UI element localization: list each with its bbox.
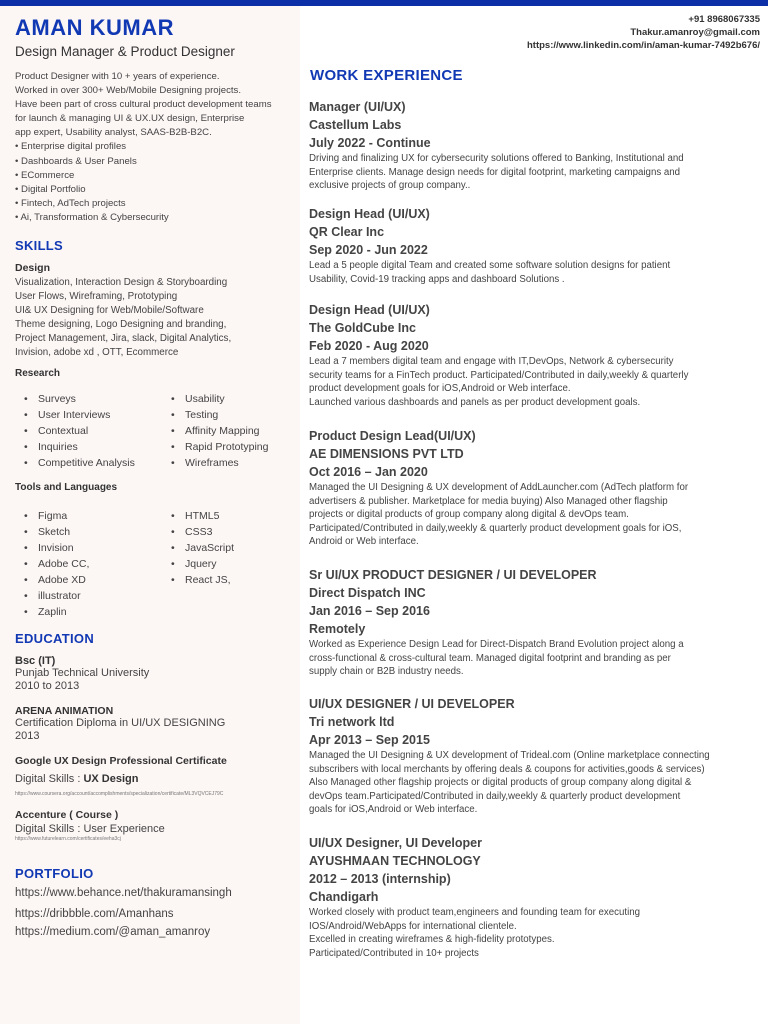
research-subheading: Research bbox=[15, 368, 61, 379]
job-desc-line: product development goals for iOS,Android or Web interface. bbox=[309, 383, 571, 395]
job-desc-line: Participated/Contributed in daily,weekly & quarterly product development goals for iOS, bbox=[309, 522, 682, 534]
job-dates: 2012 – 2013 (internship) bbox=[309, 872, 451, 886]
tool-item: • illustrator bbox=[24, 588, 89, 604]
research-item: • Rapid Prototyping bbox=[171, 439, 268, 455]
job-company: AYUSHMAAN TECHNOLOGY bbox=[309, 854, 481, 868]
design-skill-line: Invision, adobe xd , OTT, Ecommerce bbox=[15, 347, 179, 358]
research-item: • Wireframes bbox=[171, 455, 268, 471]
arena-cert: Certification Diploma in UI/UX DESIGNING bbox=[15, 717, 226, 729]
summary bbox=[15, 70, 300, 225]
research-item: • Competitive Analysis bbox=[24, 455, 135, 471]
portfolio-link-dribbble[interactable]: https://dribbble.com/Amanhans bbox=[15, 908, 174, 920]
job-desc-line: Also Managed other flagship projects or digital products of group company along digital & bbox=[309, 777, 692, 789]
candidate-name: AMAN KUMAR bbox=[15, 15, 174, 40]
tool-item: • CSS3 bbox=[171, 524, 234, 540]
arena-year: 2013 bbox=[15, 730, 40, 742]
tool-item: • Zaplin bbox=[24, 604, 89, 620]
job-entry bbox=[309, 427, 767, 549]
job-desc-line: Excelled in creating wireframes & high-fidelity prototypes. bbox=[309, 934, 555, 946]
job-entry bbox=[309, 695, 767, 817]
google-cert: Google UX Design Professional Certificate bbox=[15, 755, 227, 767]
job-dates: Sep 2020 - Jun 2022 bbox=[309, 243, 428, 257]
summary-line: Have been part of cross cultural product development teams bbox=[15, 99, 272, 111]
research-item: • Usability bbox=[171, 391, 268, 407]
job-desc-line: Lead a 5 people digital Team and created some software solution designs for patient bbox=[309, 260, 671, 271]
tool-item: • Adobe CC, bbox=[24, 556, 89, 572]
research-item: • Affinity Mapping bbox=[171, 423, 268, 439]
job-desc-line: Managed the UI Designing & UX development of AddLauncher.com (AdTech platform for bbox=[309, 482, 689, 493]
job-desc-line: cross-functional & cross-cultural team. Managed digital footprint and branding as per bbox=[309, 652, 671, 664]
job-company: Tri network ltd bbox=[309, 715, 395, 729]
tool-item: • JavaScript bbox=[171, 540, 234, 556]
job-dates: July 2022 - Continue bbox=[309, 136, 431, 150]
job-desc-line: supply chain or B2B industry needs. bbox=[309, 666, 464, 678]
tool-item: • React JS, bbox=[171, 572, 234, 588]
job-role: Product Design Lead(UI/UX) bbox=[309, 429, 476, 443]
job-dates: Feb 2020 - Aug 2020 bbox=[309, 339, 429, 353]
job-entry bbox=[309, 566, 767, 679]
job-desc-line: Driving and finalizing UX for cybersecurity solutions offered to Banking, Institutional and bbox=[309, 153, 684, 164]
portfolio-link-medium[interactable]: https://medium.com/@aman_amanroy bbox=[15, 926, 211, 938]
education-heading: EDUCATION bbox=[15, 631, 95, 646]
contact-email[interactable]: Thakur.amanroy@gmail.com bbox=[630, 27, 760, 38]
design-skill-line: Theme designing, Logo Designing and branding, bbox=[15, 319, 227, 330]
summary-line: • Dashboards & User Panels bbox=[15, 155, 137, 167]
job-desc-line: devOps team.Participated/Contributed in daily,weekly & quarterly product development bbox=[309, 790, 681, 802]
research-item: • Surveys bbox=[24, 391, 135, 407]
tools-list-right bbox=[171, 508, 234, 588]
job-role: Design Head (UI/UX) bbox=[309, 207, 430, 221]
contact-linkedin[interactable]: https://www.linkedin.com/in/aman-kumar-7492b676/ bbox=[527, 40, 760, 51]
job-company: Castellum Labs bbox=[309, 118, 402, 132]
accenture-url[interactable]: https://www.futurelearn.com/certificates/eeha3cj bbox=[15, 836, 121, 842]
job-role: Design Head (UI/UX) bbox=[309, 303, 430, 317]
google-skill-label: Digital Skills : bbox=[15, 773, 84, 785]
research-item: • Inquiries bbox=[24, 439, 135, 455]
job-role: UI/UX Designer, UI Developer bbox=[309, 836, 482, 850]
summary-line: Product Designer with 10 + years of experience. bbox=[15, 71, 220, 82]
google-skill bbox=[15, 773, 138, 785]
google-skill-value: UX Design bbox=[83, 773, 139, 785]
job-entry bbox=[309, 205, 767, 286]
job-desc-line: Android or Web interface. bbox=[309, 536, 419, 548]
tools-list-left bbox=[24, 508, 89, 620]
arena-name: ARENA ANIMATION bbox=[15, 705, 114, 717]
job-company: Direct Dispatch INC bbox=[309, 586, 426, 600]
accenture-skill: Digital Skills : User Experience bbox=[15, 823, 165, 835]
design-skill-line: Project Management, Jira, slack, Digital Analytics, bbox=[15, 333, 232, 344]
summary-line: Worked in over 300+ Web/Mobile Designing projects. bbox=[15, 85, 242, 97]
job-desc-line: advertisers & publisher. Marketplace for media buying) Also Managed other flagship bbox=[309, 495, 668, 507]
job-company: The GoldCube Inc bbox=[309, 321, 416, 335]
job-desc-line: security teams for a FinTech product. Participated/Contributed in daily,weekly & quarterly bbox=[309, 369, 689, 381]
portfolio-link-behance[interactable]: https://www.behance.net/thakuramansingh bbox=[15, 887, 232, 899]
job-dates: Apr 2013 – Sep 2015 bbox=[309, 733, 430, 747]
job-desc-line: IOS/Android/WebApps for international clientele. bbox=[309, 920, 517, 932]
job-desc-line: goals for iOS,Android or Web interface. bbox=[309, 804, 478, 816]
job-desc-line: Lead a 7 members digital team and engage with IT,DevOps, Network & cybersecurity bbox=[309, 356, 674, 367]
job-desc-line: Enterprise clients. Manage design needs for digital footprint, marketing campaigns and bbox=[309, 166, 681, 178]
design-skill-line: UI& UX Designing for Web/Mobile/Software bbox=[15, 305, 204, 316]
summary-line: for launch & managing UI & UX.UX design, Enterprise bbox=[15, 113, 245, 125]
job-company: QR Clear Inc bbox=[309, 225, 385, 239]
job-entry bbox=[309, 301, 767, 409]
research-list-right bbox=[171, 391, 268, 471]
job-desc-line: Participated/Contributed in 10+ projects bbox=[309, 947, 479, 959]
portfolio-heading: PORTFOLIO bbox=[15, 866, 94, 881]
tools-subheading: Tools and Languages bbox=[15, 482, 118, 493]
job-company: AE DIMENSIONS PVT LTD bbox=[309, 447, 464, 461]
job-entry bbox=[309, 98, 767, 193]
job-desc-line: Usability, Covid-19 tracking apps and dashboard Solutions . bbox=[309, 273, 565, 285]
tool-item: • Sketch bbox=[24, 524, 89, 540]
job-desc-line: projects or digital products of group company along digital & devOps team. bbox=[309, 509, 629, 521]
job-desc-line: Managed the UI Designing & UX development of Trideal.com (Online marketplace connecting bbox=[309, 750, 710, 761]
tool-item: • HTML5 bbox=[171, 508, 234, 524]
summary-line: • Ai, Transformation & Cybersecurity bbox=[15, 211, 169, 223]
summary-line: • Fintech, AdTech projects bbox=[15, 197, 126, 209]
job-desc-line: Launched various dashboards and panels as per product development goals. bbox=[309, 396, 641, 408]
design-skill-line: Visualization, Interaction Design & Storyboarding bbox=[15, 277, 228, 288]
design-skills bbox=[15, 276, 295, 360]
design-subheading: Design bbox=[15, 262, 51, 274]
job-location: Chandigarh bbox=[309, 890, 379, 904]
design-skill-line: User Flows, Wireframing, Prototyping bbox=[15, 291, 178, 302]
candidate-title: Design Manager & Product Designer bbox=[15, 44, 235, 59]
job-role: Manager (UI/UX) bbox=[309, 100, 406, 114]
job-desc-line: subscribers with local merchants by offering deals & coupons for activities,goods & services) bbox=[309, 763, 705, 775]
tool-item: • Invision bbox=[24, 540, 89, 556]
job-role: UI/UX DESIGNER / UI DEVELOPER bbox=[309, 697, 515, 711]
job-role: Sr UI/UX PRODUCT DESIGNER / UI DEVELOPER bbox=[309, 568, 597, 582]
tool-item: • Figma bbox=[24, 508, 89, 524]
sidebar bbox=[0, 6, 300, 1024]
skills-heading: SKILLS bbox=[15, 238, 64, 253]
job-dates: Oct 2016 – Jan 2020 bbox=[309, 465, 428, 479]
summary-line: • Digital Portfolio bbox=[15, 183, 86, 195]
contact-phone[interactable]: +91 8968067335 bbox=[688, 14, 760, 25]
job-desc-line: Worked closely with product team,engineers and founding team for executing bbox=[309, 907, 640, 918]
job-dates: Jan 2016 – Sep 2016 bbox=[309, 604, 430, 618]
accenture-name: Accenture ( Course ) bbox=[15, 809, 119, 821]
job-location: Remotely bbox=[309, 622, 366, 636]
research-item: • Contextual bbox=[24, 423, 135, 439]
work-experience-heading: WORK EXPERIENCE bbox=[310, 67, 463, 84]
job-entry bbox=[309, 834, 767, 960]
tool-item: • Jquery bbox=[171, 556, 234, 572]
main-content bbox=[300, 6, 768, 1024]
research-list-left bbox=[24, 391, 135, 471]
summary-line: • Enterprise digital profiles bbox=[15, 141, 127, 153]
summary-line: app expert, Usability analyst, SAAS-B2B-B2C. bbox=[15, 127, 212, 139]
job-desc-line: exclusive projects of group company.. bbox=[309, 180, 471, 192]
summary-line: • ECommerce bbox=[15, 169, 75, 181]
tool-item: • Adobe XD bbox=[24, 572, 89, 588]
bsc-degree: Bsc (IT) bbox=[15, 655, 56, 667]
bsc-years: 2010 to 2013 bbox=[15, 680, 80, 692]
job-desc-line: Worked as Experience Design Lead for Direct-Dispatch Brand Evolution project along a bbox=[309, 639, 684, 650]
research-item: • Testing bbox=[171, 407, 268, 423]
research-item: • User Interviews bbox=[24, 407, 135, 423]
google-cert-url[interactable]: https://www.coursera.org/account/accomplishments/specialization/certificate/ML3VQVCEJ79C bbox=[15, 791, 224, 797]
bsc-school: Punjab Technical University bbox=[15, 667, 150, 679]
